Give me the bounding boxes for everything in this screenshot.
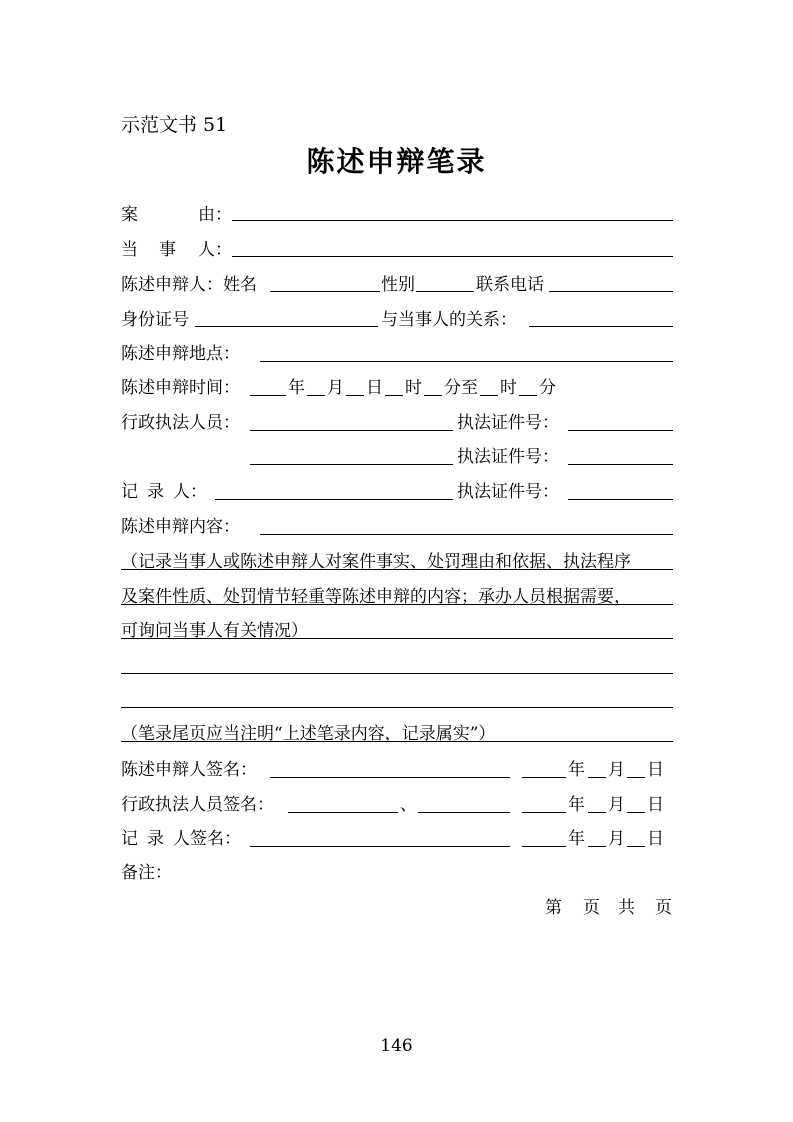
content-line-6[interactable] [121, 741, 673, 742]
page-title: 陈述申辩笔录 [306, 145, 487, 178]
sign-statement-month-label: 月 [608, 760, 625, 780]
content-note-line2: 及案件性质、处罚情节轻重等陈述申辩的内容；承办人员根据需要， [121, 587, 631, 607]
place-label: 陈述申辩地点： [121, 344, 240, 364]
time-minute-to-label: 分至 [444, 378, 478, 398]
officers-label: 行政执法人员： [121, 413, 240, 433]
recorder-label-a: 记 [121, 482, 138, 502]
officer1-cert-label: 执法证件号： [457, 413, 559, 433]
page-count-ye2: 页 [655, 898, 672, 918]
officer2-field[interactable] [250, 464, 453, 465]
officer1-field[interactable] [250, 430, 453, 431]
party-label-a: 当 [121, 240, 138, 260]
officer1-cert-field[interactable] [568, 430, 673, 431]
sign-recorder-month-field[interactable] [588, 846, 606, 847]
statement-person-label: 陈述申辩人：姓名 [121, 275, 257, 295]
id-number-field[interactable] [195, 326, 378, 327]
sign-statement-year-field[interactable] [522, 777, 566, 778]
sign-statement-day-field[interactable] [627, 777, 645, 778]
sign-statement-label: 陈述申辩人签名： [121, 760, 257, 780]
gender-label: 性别 [381, 275, 415, 295]
statement-person-name-field[interactable] [270, 291, 380, 292]
relation-field[interactable] [529, 326, 673, 327]
sign-officers-year-field[interactable] [522, 812, 566, 813]
sign-officers-day-field[interactable] [627, 812, 645, 813]
sign-recorder-day-field[interactable] [627, 846, 645, 847]
time-year-label: 年 [288, 378, 305, 398]
id-number-label: 身份证号 [121, 310, 189, 330]
sign-officers-year-label: 年 [568, 795, 585, 815]
content-line-2[interactable] [121, 604, 673, 605]
sign-officers-month-label: 月 [608, 795, 625, 815]
content-line-5[interactable] [121, 707, 673, 708]
party-field[interactable] [232, 256, 673, 257]
recorder-label-b: 录 [147, 482, 164, 502]
sign-recorder-month-label: 月 [608, 829, 625, 849]
tail-note: （笔录尾页应当注明“上述笔录内容，记录属实”） [121, 724, 496, 744]
sign-officer1-field[interactable] [288, 812, 398, 813]
officer2-cert-label: 执法证件号： [457, 447, 559, 467]
officer2-cert-field[interactable] [568, 464, 673, 465]
time-minute-field[interactable] [424, 395, 442, 396]
sign-statement-day-label: 日 [647, 760, 664, 780]
recorder-cert-field[interactable] [568, 499, 673, 500]
sign-recorder-label-c: 人签名： [173, 829, 241, 849]
sign-recorder-label-b: 录 [147, 829, 164, 849]
content-label: 陈述申辩内容： [121, 517, 240, 537]
gender-field[interactable] [416, 291, 474, 292]
remarks-label: 备注： [121, 863, 172, 883]
party-label-b: 事 [159, 240, 176, 260]
time-month-field[interactable] [307, 395, 325, 396]
recorder-label-c: 人： [173, 482, 207, 502]
sign-officer2-field[interactable] [418, 812, 510, 813]
page-count-di: 第 [545, 898, 562, 918]
case-reason-field[interactable] [232, 220, 673, 221]
time-day-field[interactable] [346, 395, 364, 396]
place-field[interactable] [260, 361, 673, 362]
recorder-field[interactable] [215, 499, 453, 500]
time-label: 陈述申辩时间： [121, 378, 240, 398]
sign-statement-field[interactable] [270, 777, 510, 778]
sign-recorder-field[interactable] [250, 846, 510, 847]
content-line-3[interactable] [121, 638, 673, 639]
phone-label: 联系电话 [476, 275, 544, 295]
time-hour2-field[interactable] [480, 395, 498, 396]
time-hour-field[interactable] [385, 395, 403, 396]
sign-recorder-year-label: 年 [568, 829, 585, 849]
time-hour-label: 时 [405, 378, 422, 398]
time-day-label: 日 [366, 378, 383, 398]
case-reason-label-a: 案 [121, 205, 138, 225]
time-month-label: 月 [327, 378, 344, 398]
phone-field[interactable] [549, 291, 673, 292]
page-count-ye1: 页 [583, 898, 600, 918]
sign-officers-label: 行政执法人员签名： [121, 795, 274, 815]
content-field[interactable] [260, 534, 673, 535]
time-year-field[interactable] [250, 395, 286, 396]
sign-recorder-label-a: 记 [121, 829, 138, 849]
relation-label: 与当事人的关系： [381, 310, 517, 330]
time-minute2-label: 分 [539, 378, 556, 398]
content-line-4[interactable] [121, 673, 673, 674]
case-reason-label-b: 由： [198, 205, 232, 225]
page-number: 146 [380, 1036, 413, 1056]
sign-recorder-day-label: 日 [647, 829, 664, 849]
sign-officers-day-label: 日 [647, 795, 664, 815]
time-minute2-field[interactable] [519, 395, 537, 396]
recorder-cert-label: 执法证件号： [457, 482, 559, 502]
sign-officers-separator: 、 [400, 795, 417, 815]
sign-statement-month-field[interactable] [588, 777, 606, 778]
document-number: 示范文书 51 [121, 114, 228, 136]
sign-officers-month-field[interactable] [588, 812, 606, 813]
sign-recorder-year-field[interactable] [522, 846, 566, 847]
sign-statement-year-label: 年 [568, 760, 585, 780]
time-hour2-label: 时 [500, 378, 517, 398]
party-label-c: 人： [198, 240, 232, 260]
content-line-1[interactable] [121, 569, 673, 570]
content-note-line3: 可询问当事人有关情况） [121, 621, 308, 641]
content-note-line1: （记录当事人或陈述申辩人对案件事实、处罚理由和依据、执法程序 [121, 552, 631, 572]
page-count-gong: 共 [618, 898, 635, 918]
